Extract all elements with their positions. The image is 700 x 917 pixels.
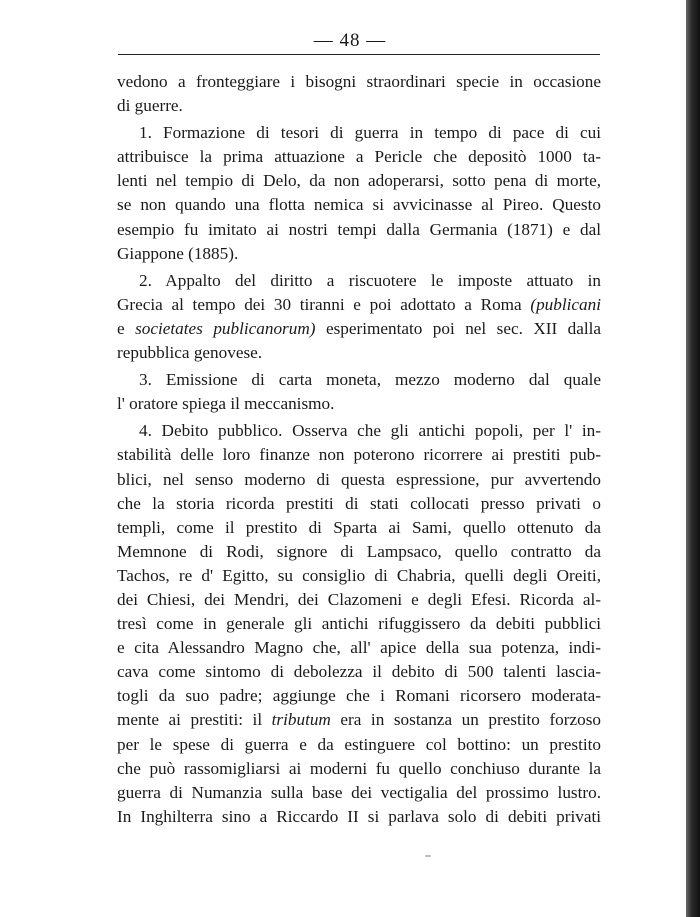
text-line: guerra di Numanzia sulla base dei vectigalia del prossimo lustro. (117, 782, 601, 802)
text-line: 1. Formazione di tesori di guerra in tempo di pace di cui (139, 123, 601, 143)
text-line: per le spese di guerra e da estinguere col bottino: un prestito (117, 734, 601, 754)
text-line: 3. Emissione di carta moneta, mezzo moderno dal quale (139, 370, 601, 390)
text-line: se non quando una flotta nemica si avvicinasse al Pireo. Questo (117, 195, 601, 215)
header-rule (118, 54, 600, 55)
text-line: e cita Alessandro Magno che, all' apice della sua potenza, indi- (117, 638, 601, 658)
text-line: blici, nel senso moderno di questa espressione, pur avvertendo (117, 469, 601, 489)
text-segment: era in sostanza un prestito forzoso (340, 710, 601, 730)
text-line: di guerre. (117, 96, 183, 116)
text-line: repubblica genovese. (117, 343, 263, 363)
italic-term: (publicani (530, 294, 601, 314)
text-line: 4. Debito pubblico. Osserva che gli antichi popoli, per l' in- (139, 421, 601, 441)
text-line: templi, come il prestito di Sparta ai Sami, quello ottenuto da (117, 517, 601, 537)
ink-speck (425, 855, 431, 857)
text-segment: mente ai prestiti: il (117, 710, 263, 730)
text-line: l' oratore spiega il meccanismo. (117, 394, 335, 414)
text-segment: esperimentato poi nel sec. XII dalla (325, 318, 602, 338)
text-line: esempio fu imitato ai nostri tempi dalla Germania (1871) e dal (117, 219, 601, 239)
text-line (117, 317, 601, 341)
italic-term: societates publicanorum) (135, 318, 316, 338)
text-line: Memnone di Rodi, signore di Lampsaco, quello contratto da (117, 541, 601, 561)
text-line: che può rassomigliarsi ai moderni fu quello conchiuso durante la (117, 758, 601, 778)
body-text (117, 70, 601, 829)
text-line: dei Chiesi, dei Mendri, dei Clazomeni e degli Efesi. Ricorda al- (117, 589, 601, 609)
text-line: tresì come in generale gli antichi rifuggissero da debiti pubblici (117, 614, 601, 634)
page-number: — 48 — (313, 30, 387, 51)
text-segment: e (117, 318, 125, 338)
text-line: 2. Appalto del diritto a riscuotere le imposte attuato in (139, 270, 601, 290)
text-line: cava come sintomo di debolezza il debito di 500 talenti lascia- (117, 662, 601, 682)
text-line: che la storia ricorda prestiti di stati collocati presso privati o (117, 493, 601, 513)
text-line: attribuisce la prima attuazione a Pericle che depositò 1000 ta- (117, 147, 601, 167)
text-line: vedono a fronteggiare i bisogni straordinari specie in occasione (117, 72, 601, 91)
text-segment: Grecia al tempo dei 30 tiranni e poi adottato a Roma (117, 294, 522, 314)
text-line: Tachos, re d' Egitto, su consiglio di Chabria, quelli degli Oreiti, (117, 565, 601, 585)
text-line: stabilità delle loro finanze non poterono ricorrere ai prestiti pub- (117, 445, 601, 465)
text-line: Giappone (1885). (117, 243, 239, 263)
italic-term: tributum (271, 710, 331, 730)
text-line: togli da suo padre; aggiunge che i Romani ricorsero moderata- (117, 686, 601, 706)
text-line (117, 708, 601, 732)
text-line (117, 293, 601, 317)
page-edge-shadow (686, 0, 700, 917)
text-line: lenti nel tempio di Delo, da non adoperarsi, sotto pena di morte, (117, 171, 601, 191)
text-line: In Inghilterra sino a Riccardo II si parlava solo di debiti privati (117, 806, 601, 826)
